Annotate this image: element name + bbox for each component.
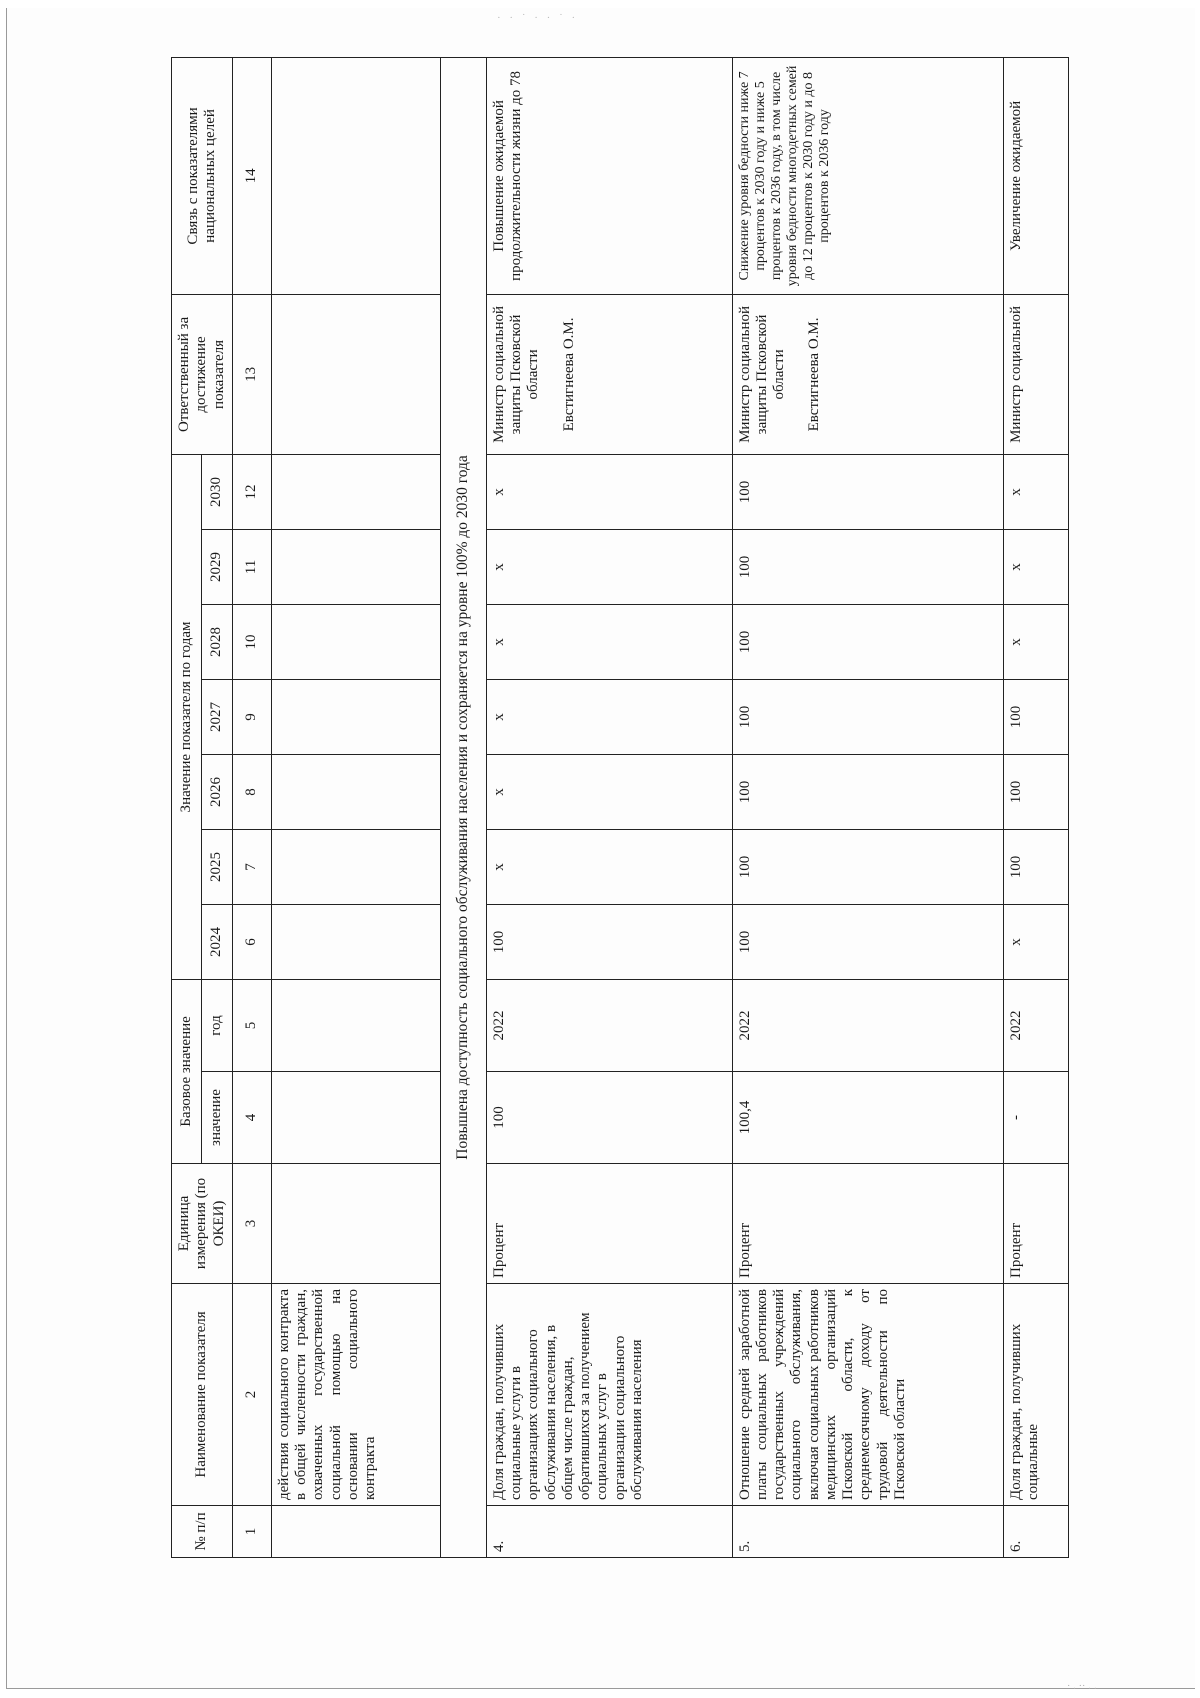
empty-cell bbox=[271, 829, 440, 904]
header-num: № п/п bbox=[172, 1506, 233, 1558]
column-number: 7 bbox=[232, 829, 271, 904]
row-responsible bbox=[732, 294, 1004, 454]
row-value-2026: 100 bbox=[1004, 754, 1069, 829]
header-year-2025: 2025 bbox=[202, 829, 232, 904]
header-responsible: Ответственный за достижение показателя bbox=[172, 294, 233, 454]
responsible-position: Министр социальной защиты Псковской области bbox=[490, 305, 542, 443]
row-value-2030: 100 bbox=[732, 454, 1004, 529]
header-base: Базовое значение bbox=[172, 979, 202, 1163]
row-value-2029: 100 bbox=[732, 529, 1004, 604]
empty-cell bbox=[271, 904, 440, 979]
empty-cell bbox=[271, 979, 440, 1071]
scan-artifact: · · ˙ · · ˙ · bbox=[497, 12, 579, 24]
goal-row bbox=[440, 57, 486, 1557]
column-number: 12 bbox=[232, 454, 271, 529]
column-numbers-row bbox=[232, 57, 271, 1557]
column-number: 8 bbox=[232, 754, 271, 829]
column-number: 2 bbox=[232, 1284, 271, 1506]
table-row bbox=[732, 57, 1004, 1557]
empty-cell bbox=[271, 679, 440, 754]
table-row bbox=[1004, 57, 1069, 1557]
column-number: 3 bbox=[232, 1164, 271, 1284]
row-value-2025: x bbox=[486, 829, 732, 904]
header-year-2029: 2029 bbox=[202, 529, 232, 604]
row-responsible bbox=[486, 294, 732, 454]
header-base-year: год bbox=[202, 979, 232, 1071]
row-value-2029: x bbox=[486, 529, 732, 604]
row-unit: Процент bbox=[1004, 1164, 1069, 1284]
row-num: 4. bbox=[486, 1506, 732, 1558]
continued-row bbox=[271, 57, 440, 1557]
empty-cell bbox=[271, 57, 440, 294]
header-year-2026: 2026 bbox=[202, 754, 232, 829]
row-value-2028: x bbox=[1004, 604, 1069, 679]
scan-artifact: ˙ · ˙˙ · · bbox=[1067, 1684, 1097, 1695]
header-by-years: Значение показателя по годам bbox=[172, 454, 202, 979]
row-value-2027: 100 bbox=[1004, 679, 1069, 754]
row-name: Отношение средней заработной платы социальных работников государственных учреждений социального обслуживания, включая социальных работников медицинских организаций Псковской области, к среднемесячному доходу от трудовой деятельности по Псковской области bbox=[732, 1284, 1004, 1506]
row-value-2024: 100 bbox=[486, 904, 732, 979]
header-year-2024: 2024 bbox=[202, 904, 232, 979]
empty-cell bbox=[271, 454, 440, 529]
row-name: Доля граждан, получивших социальные bbox=[1004, 1284, 1069, 1506]
column-number: 4 bbox=[232, 1072, 271, 1164]
responsible-person: Евстигнеева О.М. bbox=[560, 317, 577, 432]
row-base-year: 2022 bbox=[486, 979, 732, 1071]
row-value-2026: 100 bbox=[732, 754, 1004, 829]
continued-name: действия социального контракта в общей численности граждан, охваченных государственной социальной помощью на основании социального контракта bbox=[271, 1284, 440, 1506]
row-unit: Процент bbox=[732, 1164, 1004, 1284]
row-base-year: 2022 bbox=[732, 979, 1004, 1071]
row-value-2025: 100 bbox=[732, 829, 1004, 904]
header-year-2028: 2028 bbox=[202, 604, 232, 679]
header-year-2030: 2030 bbox=[202, 454, 232, 529]
row-link: Снижение уровня бедности ниже 7 процентов к 2030 году и ниже 5 процентов к 2036 году, в том числе уровня бедности многодетных семей до 12 процентов к 2030 году и до 8 процентов к 2036 году bbox=[732, 57, 1004, 294]
empty-cell bbox=[271, 604, 440, 679]
responsible-person: Евстигнеева О.М. bbox=[806, 317, 823, 432]
row-unit: Процент bbox=[486, 1164, 732, 1284]
header-unit: Единица измерения (по ОКЕИ) bbox=[172, 1164, 233, 1284]
row-value-2024: x bbox=[1004, 904, 1069, 979]
header-name: Наименование показателя bbox=[172, 1284, 233, 1506]
row-name: Доля граждан, получивших социальные услуги в организациях социального обслуживания населения, в общем числе граждан, обратившихся за получением социальных услуг в организации социального обслуживания населения bbox=[486, 1284, 732, 1506]
table-row bbox=[486, 57, 732, 1557]
goal-text: Повышена доступность социального обслуживания населения и сохраняется на уровне 100% до 2030 года bbox=[440, 57, 486, 1557]
row-num: 6. bbox=[1004, 1506, 1069, 1558]
row-value-2030: x bbox=[486, 454, 732, 529]
header-base-value: значение bbox=[202, 1072, 232, 1164]
column-number: 1 bbox=[232, 1506, 271, 1558]
row-value-2027: 100 bbox=[732, 679, 1004, 754]
column-number: 10 bbox=[232, 604, 271, 679]
row-responsible bbox=[1004, 294, 1069, 454]
row-value-2029: x bbox=[1004, 529, 1069, 604]
empty-cell bbox=[271, 1164, 440, 1284]
row-value-2024: 100 bbox=[732, 904, 1004, 979]
row-base-year: 2022 bbox=[1004, 979, 1069, 1071]
row-link: Повышение ожидаемой продолжительности жизни до 78 bbox=[486, 57, 732, 294]
column-number: 14 bbox=[232, 57, 271, 294]
column-number: 6 bbox=[232, 904, 271, 979]
row-base-value: - bbox=[1004, 1072, 1069, 1164]
continued-num bbox=[271, 1506, 440, 1558]
header-link: Связь с показателями национальных целей bbox=[172, 57, 233, 294]
column-number: 9 bbox=[232, 679, 271, 754]
row-value-2028: x bbox=[486, 604, 732, 679]
row-value-2025: 100 bbox=[1004, 829, 1069, 904]
column-number: 11 bbox=[232, 529, 271, 604]
header-year-2027: 2027 bbox=[202, 679, 232, 754]
document-page bbox=[6, 8, 1195, 1695]
row-value-2030: x bbox=[1004, 454, 1069, 529]
rotated-table-block bbox=[171, 65, 1061, 1558]
row-link: Увеличение ожидаемой bbox=[1004, 57, 1069, 294]
row-num: 5. bbox=[732, 1506, 1004, 1558]
column-number: 13 bbox=[232, 294, 271, 454]
row-base-value: 100 bbox=[486, 1072, 732, 1164]
empty-cell bbox=[271, 529, 440, 604]
row-value-2028: 100 bbox=[732, 604, 1004, 679]
column-number: 5 bbox=[232, 979, 271, 1071]
empty-cell bbox=[271, 754, 440, 829]
row-value-2026: x bbox=[486, 754, 732, 829]
indicators-table bbox=[171, 57, 1069, 1558]
empty-cell bbox=[271, 1072, 440, 1164]
responsible-position: Министр социальной защиты Псковской области bbox=[736, 305, 788, 443]
row-value-2027: x bbox=[486, 679, 732, 754]
empty-cell bbox=[271, 294, 440, 454]
responsible-position: Министр социальной bbox=[1008, 305, 1025, 443]
row-base-value: 100,4 bbox=[732, 1072, 1004, 1164]
